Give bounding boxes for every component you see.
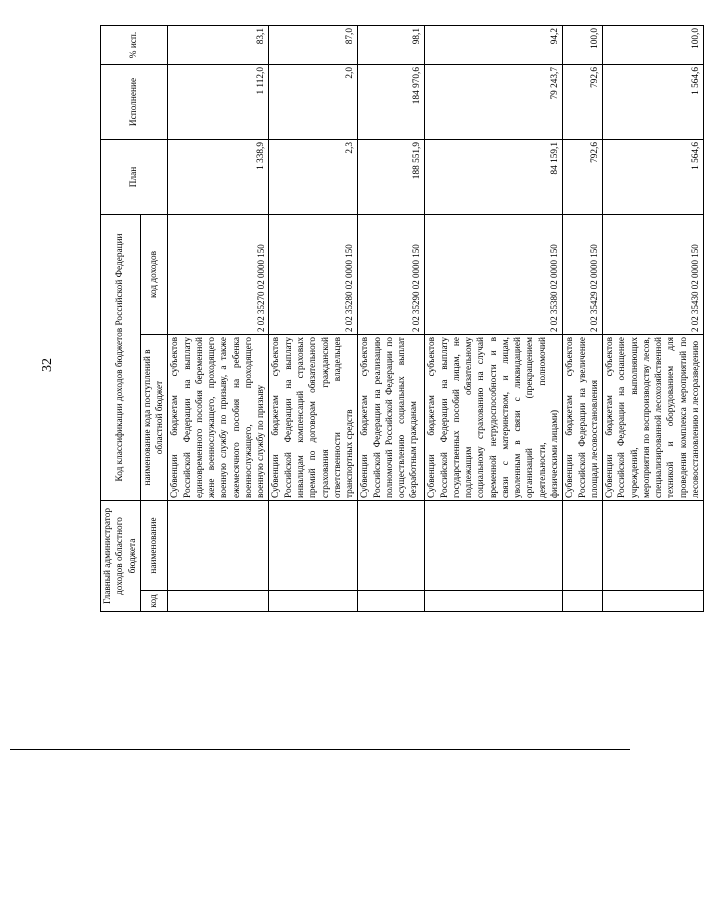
plan-cell: 2,3 — [269, 140, 358, 215]
income-name-cell: Субвенции бюджетам субъектов Российской Федерации на увеличение площади лесовосстановления — [563, 335, 603, 501]
admin-name-cell — [269, 501, 358, 591]
income-code-cell: 2 02 35280 02 0000 150 — [269, 215, 358, 335]
table-row — [603, 26, 704, 612]
table-row — [358, 26, 425, 612]
income-code-cell: 2 02 35430 02 0000 150 — [603, 215, 704, 335]
bottom-rule-divider — [10, 749, 630, 750]
execution-cell: 792,6 — [563, 65, 603, 140]
admin-name-cell — [563, 501, 603, 591]
income-code-cell: 2 02 35270 02 0000 150 — [168, 215, 269, 335]
admin-name-cell — [168, 501, 269, 591]
income-name-cell: Субвенции бюджетам субъектов Российской Федерации на выплату государственных пособий лицам, не подлежащим обязательному социальному страхованию на случай временной нетрудоспособности и в связи с материнством, и лицам, уволенным в связи с ликвидацией организаций (прекращением деятельности, полномочий физическими лицами) — [425, 335, 563, 501]
percent-cell: 83,1 — [168, 26, 269, 65]
header-income-code: код доходов — [140, 215, 168, 335]
plan-cell: 792,6 — [563, 140, 603, 215]
header-admin-name: наименование — [140, 501, 168, 591]
execution-cell: 79 243,7 — [425, 65, 563, 140]
admin-code-cell — [603, 591, 704, 612]
percent-cell: 98,1 — [358, 26, 425, 65]
percent-cell: 100,0 — [563, 26, 603, 65]
income-name-cell: Субвенции бюджетам субъектов Российской Федерации на реализацию полномочий Российской Федерации по осуществлению социальных выплат безработным гражданам — [358, 335, 425, 501]
header-classification-group: Код классификации доходов бюджетов Российской Федерации — [101, 215, 141, 501]
table-row — [425, 26, 563, 612]
income-name-cell: Субвенции бюджетам субъектов Российской Федерации на выплату единовременного пособия беременной жене военнослужащего, проходящего военную службу по призыву, а также ежемесячного пособия на ребенка военнослужащего, проходящего военную службу по призыву — [168, 335, 269, 501]
admin-code-cell — [425, 591, 563, 612]
execution-cell: 2,0 — [269, 65, 358, 140]
table-row — [168, 26, 269, 612]
admin-name-cell — [358, 501, 425, 591]
income-name-cell: Субвенции бюджетам субъектов Российской Федерации на оснащение учреждений, выполняющих мероприятия по воспроизводству лесов, специализированной лесохозяйственной техникой и оборудованием для проведения комплекса мероприятий по лесовосстановлению и лесоразведению — [603, 335, 704, 501]
page-number: 32 — [40, 358, 55, 372]
income-code-cell: 2 02 35429 02 0000 150 — [563, 215, 603, 335]
admin-code-cell — [168, 591, 269, 612]
income-code-cell: 2 02 35380 02 0000 150 — [425, 215, 563, 335]
income-name-cell: Субвенции бюджетам субъектов Российской Федерации на выплату инвалидам компенсаций страховых премий по договорам обязательного страхования гражданской ответственности владельцев транспортных средств — [269, 335, 358, 501]
header-admin-group: Главный администратор доходов областного бюджета — [101, 501, 141, 612]
plan-cell: 84 159,1 — [425, 140, 563, 215]
percent-cell: 94,2 — [425, 26, 563, 65]
plan-cell: 1 564,6 — [603, 140, 704, 215]
rotated-table-container — [100, 26, 701, 612]
execution-cell: 1 564,6 — [603, 65, 704, 140]
admin-code-cell — [358, 591, 425, 612]
plan-cell: 1 338,9 — [168, 140, 269, 215]
percent-cell: 87,0 — [269, 26, 358, 65]
admin-code-cell — [563, 591, 603, 612]
header-plan: План — [101, 140, 168, 215]
execution-cell: 1 112,0 — [168, 65, 269, 140]
plan-cell: 188 551,9 — [358, 140, 425, 215]
header-admin-code: код — [140, 591, 168, 612]
header-income-name: наименование кода поступлений в областной бюджет — [140, 335, 168, 501]
budget-revenue-table — [100, 25, 704, 612]
header-percent: % исп. — [101, 26, 168, 65]
execution-cell: 184 970,6 — [358, 65, 425, 140]
table-row — [269, 26, 358, 612]
percent-cell: 100,0 — [603, 26, 704, 65]
table-row — [563, 26, 603, 612]
admin-name-cell — [603, 501, 704, 591]
header-execution: Исполнение — [101, 65, 168, 140]
admin-code-cell — [269, 591, 358, 612]
admin-name-cell — [425, 501, 563, 591]
income-code-cell: 2 02 35290 02 0000 150 — [358, 215, 425, 335]
